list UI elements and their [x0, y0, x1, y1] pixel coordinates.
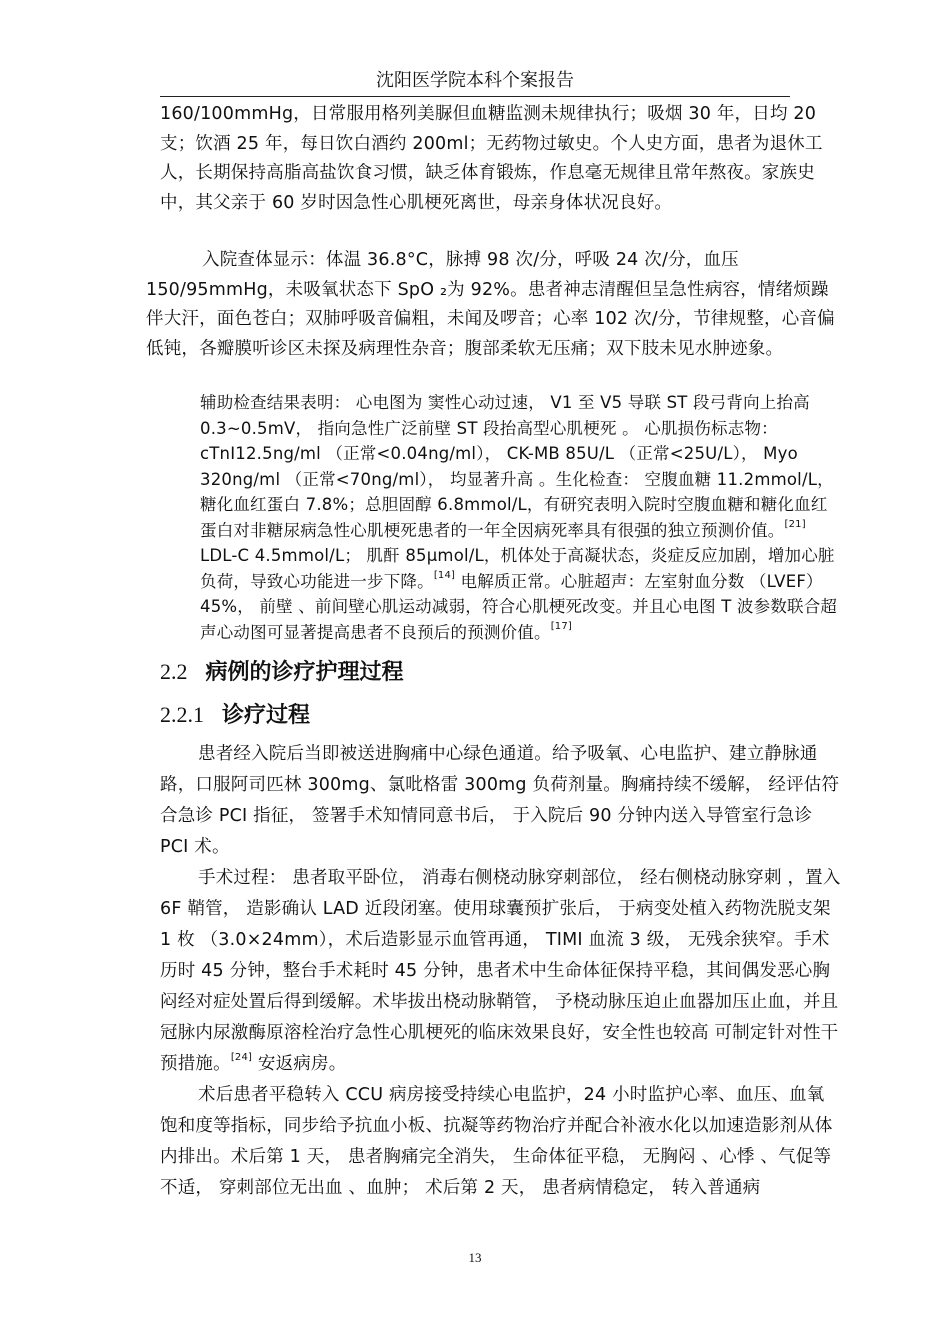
surgery-text-2: 安返病房。	[252, 1054, 347, 1074]
page-header-title: 沈阳医学院本科个案报告	[376, 70, 574, 91]
paragraph-postop-care: 术后患者平稳转入 CCU 病房接受持续心电监护，24 小时监护心率、血压、血氧饱和度等指标，同步给予抗血小板、抗凝等药物治疗并配合补液水化以加速造影剂从体内排出。术后第 1 天， 患者胸痛完全消失， 生命体征平稳， 无胸闷 、心悸 、气促等不适， 穿刺部位无出血 、血肿； 术后第 2 天， 患者病情稳定， 转入普通病	[160, 1085, 833, 1198]
paragraph-auxiliary-exam	[200, 390, 840, 645]
paragraph-admission-treatment: 患者经入院后当即被送进胸痛中心绿色通道。给予吸氧、心电监护、建立静脉通路，口服阿司匹林 300mg、氯吡格雷 300mg 负荷剂量。胸痛持续不缓解， 经评估符合急诊 PCI 指征， 签署手术知情同意书后， 于入院后 90 分钟内送入导管室行急诊 PCI 术。	[160, 744, 840, 857]
paragraph-surgery-process	[160, 863, 842, 1080]
surgery-text-1: 手术过程： 患者取平卧位， 消毒右侧桡动脉穿刺部位， 经右侧桡动脉穿刺 ，置入 6F 鞘管， 造影确认 LAD 近段闭塞。使用球囊预扩张后， 于病变处植入药物洗脱支架 1 枚 （3.0×24mm），术后造影显示血管再通， TIMI 血流 3 级， 无残余狭窄。手术历时 45 分钟，整台手术耗时 45 分钟，患者术中生命体征保持平稳，其间偶发恶心胸闷经对症处置后得到缓解。术毕拔出桡动脉鞘管， 予桡动脉压迫止血器加压止血，并且冠脉内尿激酶原溶栓治疗急性心肌梗死的临床效果良好，安全性也较高 可制定针对性干预措施。	[160, 868, 841, 1074]
subsection-number: 2.2.1	[160, 702, 204, 727]
paragraph-medical-history: 160/100mmHg，日常服用格列美脲但血糖监测未规律执行；吸烟 30 年，日均 20 支；饮酒 25 年，每日饮白酒约 200ml；无药物过敏史。个人史方面，患者为退休工人，长期保持高脂高盐饮食习惯，缺乏体育锻炼，作息毫无规律且常年熬夜。家族史中，其父亲于 60 岁时因急性心肌梗死离世，母亲身体状况良好。	[160, 104, 823, 213]
aux-text-2: LDL-C 4.5mmol/L； 肌酐 85μmol/L，机体处于高凝状态，炎症反应加剧，增加心脏负荷，导致心功能进一步下降。	[200, 546, 835, 591]
aux-text-3: 电解质正常。心脏超声：左室射血分数 （LVEF） 45%， 前壁 、前间壁心肌运动减弱，符合心肌梗死改变。并且心电图 T 波参数联合超声心动图可显著提高患者不良预后的预测价值。	[200, 571, 838, 642]
header-divider	[160, 96, 790, 97]
subsection-title: 诊疗过程	[222, 703, 311, 728]
section-heading-2-2	[160, 657, 842, 688]
citation-14: [14]	[433, 570, 456, 581]
citation-17: [17]	[550, 621, 573, 632]
citation-21: [21]	[784, 519, 806, 530]
paragraph-physical-exam: 入院查体显示：体温 36.8°C，脉搏 98 次/分，呼吸 24 次/分，血压 150/95mmHg，未吸氧状态下 SpO ₂为 92%。患者神志清醒但呈急性病容，情绪烦躁伴大汗，面色苍白；双肺呼吸音偏粗，未闻及啰音；心率 102 次/分，节律规整，心音偏低钝，各瓣膜听诊区未探及病理性杂音；腹部柔软无压痛；双下肢未见水肿迹象。	[146, 250, 835, 359]
citation-24: [24]	[230, 1052, 253, 1064]
section-title: 病例的诊疗护理过程	[205, 660, 404, 685]
aux-text-1: 辅助检查结果表明： 心电图为 窦性心动过速， V1 至 V5 导联 ST 段弓背向上抬高 0.3~0.5mV， 指向急性广泛前壁 ST 段抬高型心肌梗死 。 心肌损伤标志物： cTnI12.5ng/ml （正常<0.04ng/ml）， CK-MB 85U/L （正常<25U/L）， Myo 320ng/ml （正常<70ng/ml）， 均显著升高 。生化检查： 空腹血糖 11.2mmol/L， 糖化血红蛋白 7.8%；总胆固醇 6.8mmol/L，有研究表明入院时空腹血糖和糖化血红蛋白对非糖尿病急性心肌梗死患者的一年全因病死率具有很强的独立预测价值。	[200, 393, 834, 540]
section-number: 2.2	[160, 659, 188, 684]
section-heading-2-2-1	[160, 700, 842, 731]
document-body	[146, 100, 842, 1204]
page-number: 13	[468, 1250, 482, 1265]
